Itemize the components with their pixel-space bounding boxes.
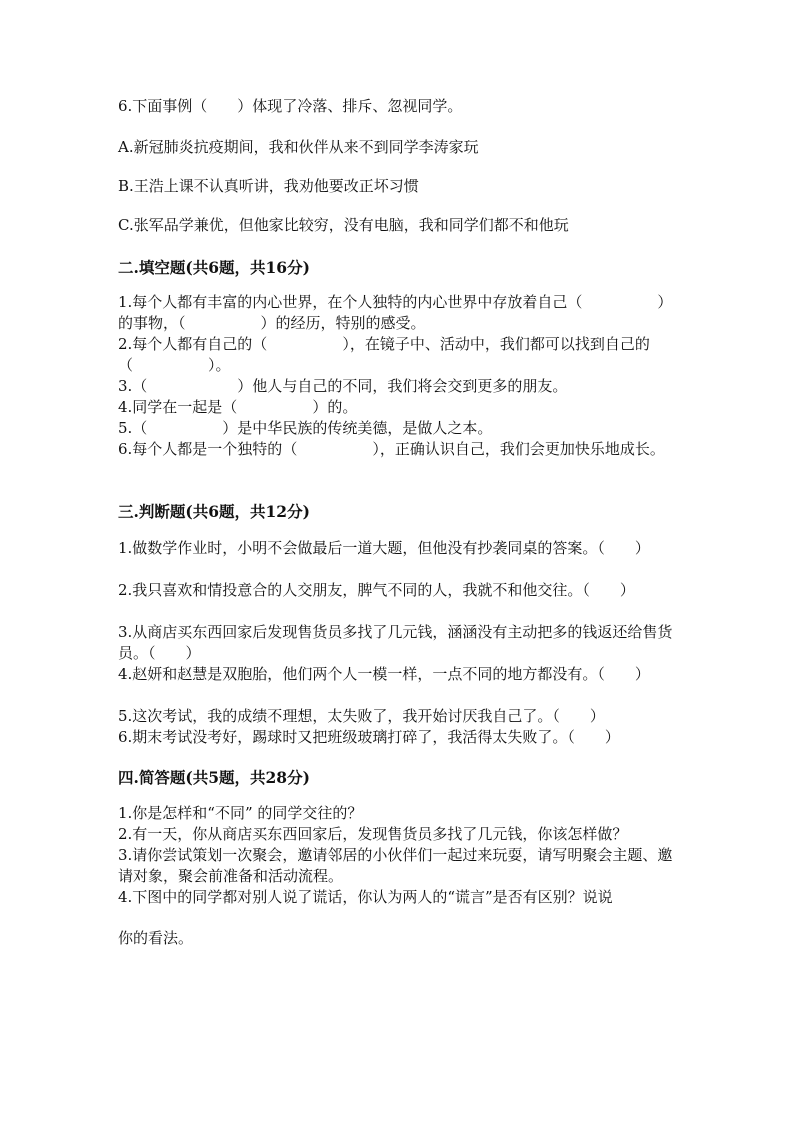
option-c: C.张军品学兼优，但他家比较穷，没有电脑，我和同学们都不和他玩 [118,216,569,234]
fill-item-3: 3.（ ）他人与自己的不同，我们将会交到更多的朋友。 [118,377,568,395]
judge-item-2: 2.我只喜欢和情投意合的人交朋友，脾气不同的人，我就不和他交往。（ ） [118,581,635,599]
short-item-4: 4.下图中的同学都对别人说了谎话，你认为两人的“谎言”是否有区别？说说 [118,888,613,906]
question-6-stem: 6.下面事例（ ）体现了冷落、排斥、忽视同学。 [118,97,463,115]
short-item-3: 3.请你尝试策划一次聚会，邀请邻居的小伙伴们一起过来玩耍，请写明聚会主题、邀请对象，聚会前准备和活动流程。 [118,846,673,885]
fill-item-4: 4.同学在一起是（ ）的。 [118,398,358,416]
judge-item-4: 4.赵妍和赵慧是双胞胎，他们两个人一模一样，一点不同的地方都没有。（ ） [118,665,650,683]
fill-item-2: 2.每个人都有自己的（ ），在镜子中、活动中，我们都可以找到自己的（ ）。 [118,335,650,374]
fill-item-6: 6.每个人都是一个独特的（ ），正确认识自己，我们会更加快乐地成长。 [118,440,665,458]
section-heading-short: 四.简答题(共5题，共28分) [118,768,310,787]
short-item-2: 2.有一天，你从商店买东西回家后，发现售货员多找了几元钱，你该怎样做？ [118,825,628,843]
section-heading-fill: 二.填空题(共6题，共16分) [118,258,310,277]
judge-item-6: 6.期末考试没考好，踢球时又把班级玻璃打碎了，我活得太失败了。（ ） [118,728,620,746]
short-item-1: 1.你是怎样和“不同” 的同学交往的？ [118,804,363,822]
judge-item-3: 3.从商店买东西回家后发现售货员多找了几元钱，涵涵没有主动把多的钱返还给售货员。（ ） [118,623,673,662]
option-b: B.王浩上课不认真听讲，我劝他要改正坏习惯 [118,177,419,195]
judge-item-5: 5.这次考试，我的成绩不理想，太失败了，我开始讨厌我自己了。（ ） [118,707,605,725]
section-heading-judge: 三.判断题(共6题，共12分) [118,502,310,521]
fill-item-1: 1.每个人都有丰富的内心世界，在个人独特的内心世界中存放着自己（ ）的事物，（ ）的经历，特别的感受。 [118,293,673,332]
judge-item-1: 1.做数学作业时，小明不会做最后一道大题，但他没有抄袭同桌的答案。（ ） [118,539,650,557]
short-item-4-continuation: 你的看法。 [118,929,194,947]
fill-item-5: 5.（ ）是中华民族的传统美德，是做人之本。 [118,419,493,437]
option-a: A.新冠肺炎抗疫期间，我和伙伴从来不到同学李涛家玩 [118,138,479,156]
